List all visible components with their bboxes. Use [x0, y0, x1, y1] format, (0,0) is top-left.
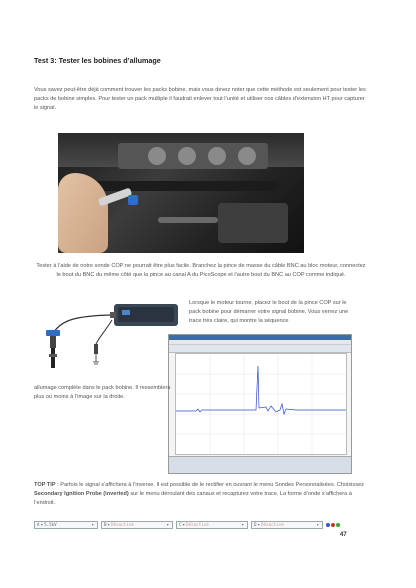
channel-b-range: Désactivé	[111, 522, 134, 527]
channel-b-color-icon	[331, 523, 335, 527]
channel-a-range: 5.5kV	[44, 522, 57, 527]
chevron-down-icon[interactable]: ▾	[91, 522, 94, 527]
chevron-down-icon[interactable]: ▾	[241, 522, 244, 527]
page-number: 47	[340, 532, 347, 538]
channel-a-color-icon	[326, 523, 330, 527]
section-title: Test 3: Tester les bobines d’allumage	[34, 56, 161, 65]
chevron-down-icon[interactable]: ▾	[316, 522, 319, 527]
chevron-down-icon[interactable]: ▾	[40, 522, 44, 527]
screenshot-statusbar	[169, 456, 351, 473]
channel-a-control[interactable]	[34, 521, 98, 529]
chevron-down-icon[interactable]: ▾	[182, 522, 186, 527]
continuation-paragraph: allumage complète dans le pack bobine. Il ressemblera plus ou moins à l’image sur la droite.	[34, 385, 171, 400]
top-tip-end: sur le menu déroulant des canaux et recapturez votre trace. La forme d’onde s’affichera à l’endroit.	[34, 491, 352, 506]
waveform-plot	[175, 353, 347, 455]
top-tip-bold: Secondary Ignition Probe (inverted)	[34, 491, 129, 497]
picoscope-probe-illustration	[36, 302, 184, 374]
channel-c-color-icon	[336, 523, 340, 527]
engine-bay-photo	[58, 133, 304, 253]
picoscope-screenshot	[168, 334, 352, 474]
channel-b-label: B	[104, 522, 107, 527]
channel-d-range: Désactivé	[261, 522, 284, 527]
channel-c-control[interactable]	[176, 521, 248, 529]
channel-c-range: Désactivé	[186, 522, 209, 527]
intro-paragraph: Vous savez peut-être déjà comment trouver les packs bobine, mais vous devez noter que cette méthode est seulement pour tester les packs de bobine simples. Pour tester un pack multiple il faudrait enlever tout l’unité et utiliser nos câbles d’extension HT pour capturer le signal.	[34, 87, 366, 111]
probe-paragraph: Tester à l’aide de notre sonde COP ne pourrait être plus facile. Branchez la pince de masse du câble BNC au bloc moteur, connectez le bout du BNC du même côté que la pince au canal A du PicoScope et l’autre bout du BNC au COP comme indiqué.	[36, 263, 366, 278]
channel-color-dots[interactable]	[326, 523, 340, 527]
top-tip-text: : Parfois le signal s’affichera à l’inverse. Il est possible de le rectifier en ouvrant le menu Sondes Personnalisées. Choisissez	[55, 482, 364, 488]
chevron-down-icon[interactable]: ▾	[107, 522, 111, 527]
top-tip-paragraph	[34, 481, 364, 508]
chevron-down-icon[interactable]: ▾	[166, 522, 169, 527]
channel-settings-bar	[34, 520, 352, 529]
channel-c-label: C	[179, 522, 182, 527]
top-tip-label: TOP TIP	[34, 482, 56, 488]
channel-b-control[interactable]	[101, 521, 173, 529]
channel-a-label: A	[37, 522, 40, 527]
engine-running-paragraph: Lorsque le moteur tourne, placez le bout de la pince COP sur le pack bobine pour démarrer votre signal bobine. Vous verrez une trace très claire, qui montre la séquence	[189, 300, 349, 324]
channel-d-label: D	[254, 522, 257, 527]
chevron-down-icon[interactable]: ▾	[257, 522, 261, 527]
channel-d-control[interactable]	[251, 521, 323, 529]
screenshot-toolbar	[169, 345, 351, 353]
